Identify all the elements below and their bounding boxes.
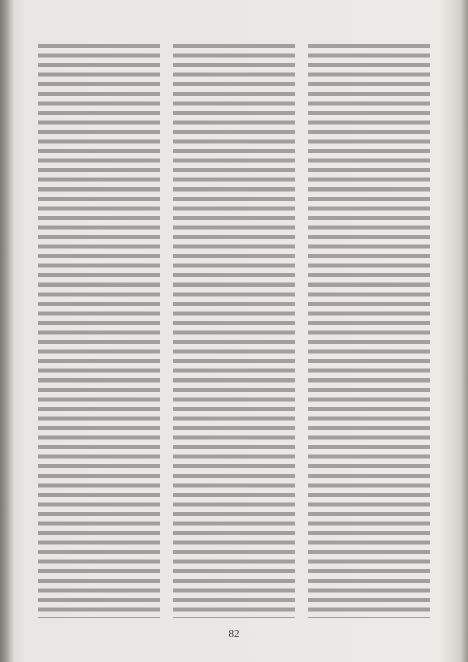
text-column-right bbox=[308, 44, 430, 618]
text-columns bbox=[38, 44, 430, 618]
page-number: 82 bbox=[228, 628, 240, 640]
text-column-middle bbox=[173, 44, 295, 618]
text-column-left bbox=[38, 44, 160, 618]
binding-shadow bbox=[0, 0, 14, 662]
